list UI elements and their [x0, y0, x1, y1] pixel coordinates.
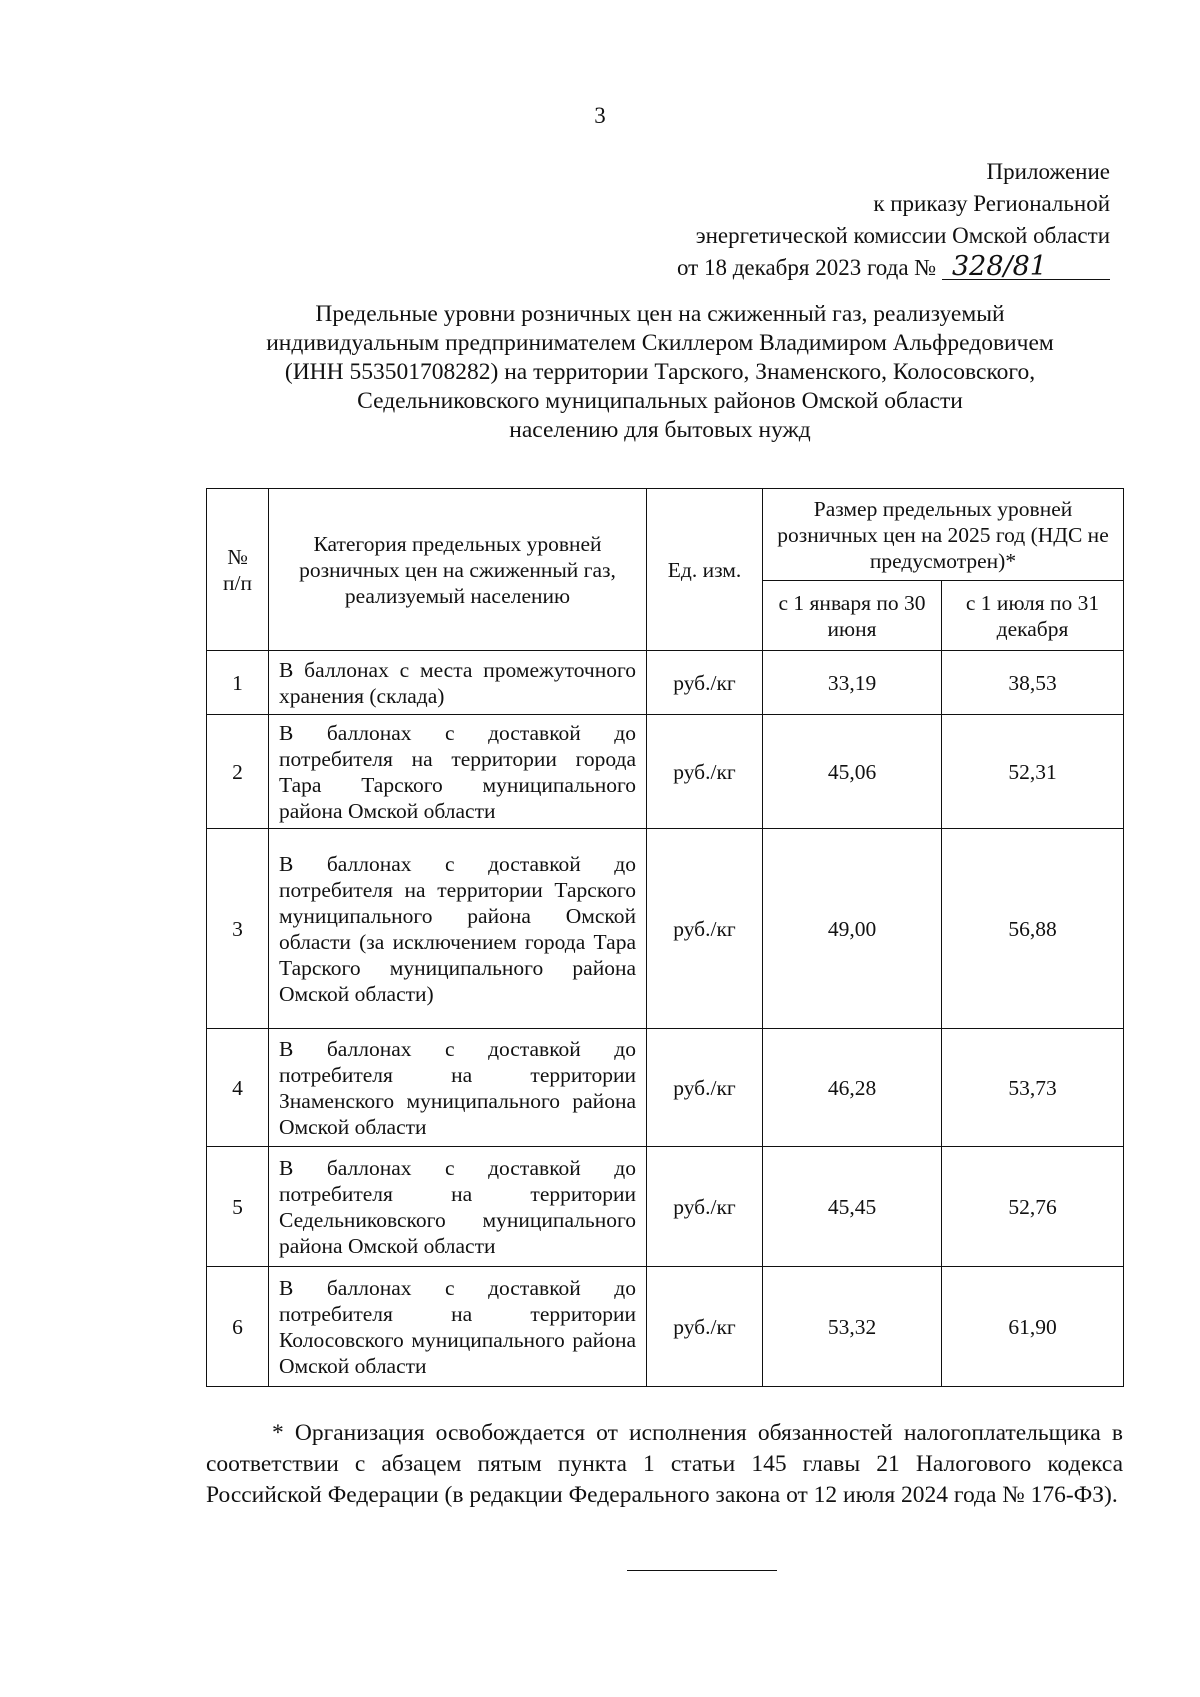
row-value-period-1: 53,32 [763, 1267, 942, 1387]
footnote-text: * Организация освобождается от исполнения обязанностей налогоплательщика в соответствии с абзацем пятым пункта 1 статьи 145 главы 21 Налогового кодекса Российской Федерации (в редакции Федерального закона от 12 июля 2024 года № 176-ФЗ). [206, 1420, 1123, 1508]
row-value-period-2: 61,90 [942, 1267, 1124, 1387]
row-value-period-2: 38,53 [942, 651, 1124, 715]
footnote [206, 1418, 1123, 1511]
title-line-2: индивидуальным предпринимателем Скиллером Владимиром Альфредовичем [266, 330, 1054, 356]
row-unit: руб./кг [647, 1147, 763, 1267]
row-value-period-2: 52,31 [942, 715, 1124, 829]
order-number-handwritten: 328/81 [942, 255, 1110, 280]
row-value-period-1: 45,45 [763, 1147, 942, 1267]
row-num: 6 [207, 1267, 269, 1387]
appendix-line-1: Приложение [986, 159, 1110, 184]
row-value-period-1: 33,19 [763, 651, 942, 715]
row-unit: руб./кг [647, 715, 763, 829]
header-unit: Ед. изм. [647, 489, 763, 651]
row-unit: руб./кг [647, 829, 763, 1029]
header-category: Категория предельных уровней розничных цен на сжиженный газ, реализуемый населению [269, 489, 647, 651]
row-num: 3 [207, 829, 269, 1029]
row-unit: руб./кг [647, 651, 763, 715]
header-num: № п/п [207, 489, 269, 651]
row-num: 2 [207, 715, 269, 829]
row-category: В баллонах с места промежуточного хранения (склада) [269, 651, 647, 715]
table-row [207, 651, 1124, 715]
order-date: от 18 декабря 2023 года № [676, 255, 937, 280]
price-table [206, 488, 1124, 1387]
row-num: 4 [207, 1029, 269, 1147]
table-row [207, 1267, 1124, 1387]
row-value-period-1: 45,06 [763, 715, 942, 829]
table-row [207, 829, 1124, 1029]
row-category: В баллонах с доставкой до потребителя на территории Седельниковского муниципального района Омской области [269, 1147, 647, 1267]
row-category: В баллонах с доставкой до потребителя на территории Тарского муниципального района Омской области (за исключением города Тара Тарского муниципального района Омской области) [269, 829, 647, 1029]
row-category: В баллонах с доставкой до потребителя на территории Колосовского муниципального района Омской области [269, 1267, 647, 1387]
row-unit: руб./кг [647, 1029, 763, 1147]
appendix-line-3: энергетической комиссии Омской области [695, 223, 1110, 248]
order-date-line [590, 252, 1110, 284]
table-row [207, 715, 1124, 829]
table-row [207, 1147, 1124, 1267]
row-value-period-2: 56,88 [942, 829, 1124, 1029]
title-line-5: населению для бытовых нужд [509, 417, 811, 443]
page-number: 3 [594, 103, 606, 128]
row-num: 5 [207, 1147, 269, 1267]
header-period-2: с 1 июля по 31 декабря [942, 581, 1124, 651]
row-category: В баллонах с доставкой до потребителя на территории города Тара Тарского муниципального района Омской области [269, 715, 647, 829]
header-price-group: Размер предельных уровней розничных цен на 2025 год (НДС не предусмотрен)* [763, 489, 1124, 581]
row-value-period-2: 53,73 [942, 1029, 1124, 1147]
row-num: 1 [207, 651, 269, 715]
header-period-1: с 1 января по 30 июня [763, 581, 942, 651]
table-row [207, 1029, 1124, 1147]
title-line-3: (ИНН 553501708282) на территории Тарского, Знаменского, Колосовского, [284, 359, 1036, 385]
appendix-header [590, 156, 1110, 284]
row-category: В баллонах с доставкой до потребителя на территории Знаменского муниципального района Омской области [269, 1029, 647, 1147]
closing-rule [627, 1570, 777, 1571]
title-line-1: Предельные уровни розничных цен на сжиженный газ, реализуемый [315, 301, 1005, 327]
title-line-4: Седельниковского муниципальных районов Омской области [357, 388, 963, 414]
row-value-period-2: 52,76 [942, 1147, 1124, 1267]
document-title [200, 300, 1120, 445]
appendix-line-2: к приказу Региональной [873, 191, 1110, 216]
row-unit: руб./кг [647, 1267, 763, 1387]
row-value-period-1: 46,28 [763, 1029, 942, 1147]
row-value-period-1: 49,00 [763, 829, 942, 1029]
